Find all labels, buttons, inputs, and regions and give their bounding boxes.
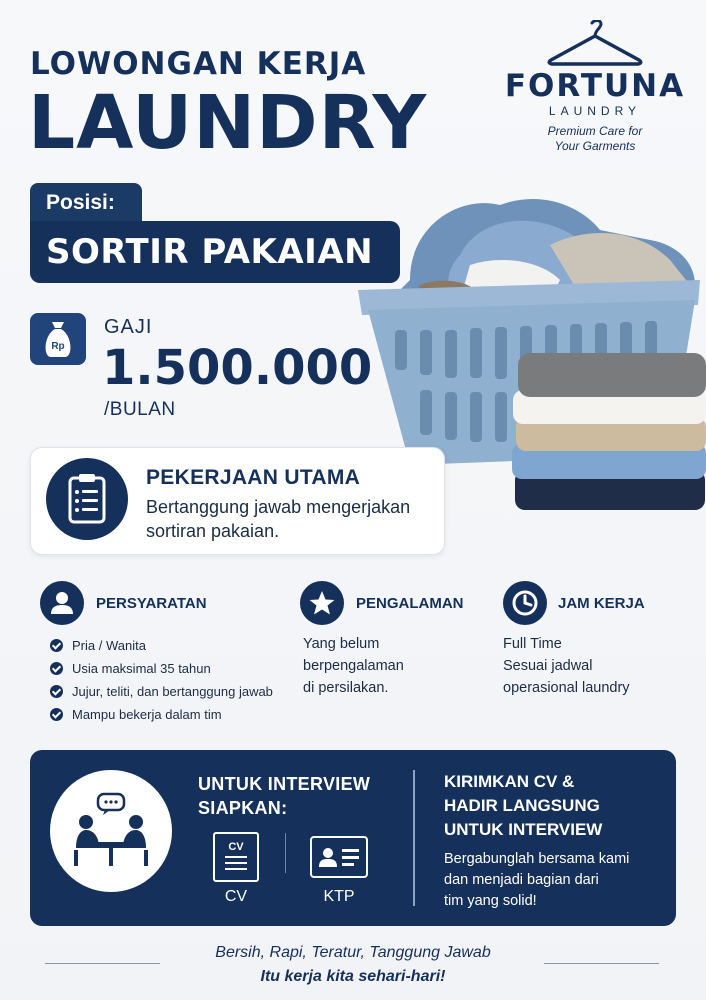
hours-text <box>503 633 630 699</box>
money-bag-label: Rp <box>51 341 65 352</box>
check-icon <box>50 639 63 652</box>
send-cv-title <box>444 770 664 842</box>
poster-subtitle: LOWONGAN KERJA <box>30 46 367 82</box>
clipboard-icon <box>46 458 128 540</box>
interview-title <box>198 772 398 820</box>
cv-icon-label: CV <box>228 841 244 853</box>
brand-subname: LAUNDRY <box>548 104 642 118</box>
hours-title: JAM KERJA <box>558 595 645 612</box>
banner-divider <box>413 770 415 906</box>
footer-line-right <box>544 963 659 964</box>
interview-title-line-2: SIAPKAN: <box>198 798 288 818</box>
meeting-icon <box>50 770 172 892</box>
document-divider <box>285 833 286 873</box>
requirement-text: Mampu bekerja dalam tim <box>72 707 222 722</box>
send-cv-description <box>444 849 664 912</box>
hours-line: operasional laundry <box>503 680 630 696</box>
brand-tagline <box>500 124 690 154</box>
poster-title: LAUNDRY <box>28 80 428 166</box>
requirement-text: Jujur, teliti, dan bertanggung jawab <box>72 684 273 699</box>
experience-line: berpengalaman <box>303 658 404 674</box>
requirements-title: PERSYARATAN <box>96 595 207 612</box>
list-item <box>50 657 273 680</box>
experience-title: PENGALAMAN <box>356 595 464 612</box>
list-item <box>50 634 273 657</box>
brand-logo <box>500 20 690 160</box>
experience-text <box>303 633 404 699</box>
footer-line-left <box>45 963 160 964</box>
send-title-line-1: KIRIMKAN CV & <box>444 772 575 791</box>
hours-line: Sesuai jadwal <box>503 658 593 674</box>
position-value: SORTIR PAKAIAN <box>30 221 400 283</box>
requirements-list <box>50 634 273 726</box>
star-icon <box>300 581 344 625</box>
interview-title-line-1: UNTUK INTERVIEW <box>198 774 371 794</box>
brand-tagline-line-2: Your Garments <box>554 139 636 153</box>
cv-label: CV <box>224 888 248 905</box>
list-item <box>50 680 273 703</box>
requirement-text: Pria / Wanita <box>72 638 146 653</box>
experience-line: Yang belum <box>303 636 380 652</box>
brand-name: FORTUNA <box>504 68 686 104</box>
cv-document-icon <box>213 832 259 882</box>
check-icon <box>50 685 63 698</box>
list-item <box>50 703 273 726</box>
money-bag-icon <box>30 313 86 365</box>
footer-tagline: Itu kerja kita sehari-hari! <box>260 968 446 985</box>
hanger-icon <box>545 20 645 70</box>
person-icon <box>40 581 84 625</box>
experience-line: di persilakan. <box>303 680 389 696</box>
id-card-icon <box>310 836 368 878</box>
salary-unit: /BULAN <box>104 399 176 420</box>
main-duty-description: Bertanggung jawab mengerjakan sortiran pakaian. <box>146 497 411 541</box>
requirement-text: Usia maksimal 35 tahun <box>72 661 211 676</box>
hours-line: Full Time <box>503 636 562 652</box>
brand-tagline-line-1: Premium Care for <box>547 124 643 138</box>
check-icon <box>50 708 63 721</box>
send-desc-line-2: dan menjadi bagian dari <box>444 872 599 888</box>
footer-slogan: Bersih, Rapi, Teratur, Tanggung Jawab <box>215 944 491 961</box>
ktp-label: KTP <box>323 888 355 905</box>
clock-icon <box>503 581 547 625</box>
salary-amount: 1.500.000 <box>102 340 373 396</box>
check-icon <box>50 662 63 675</box>
send-desc-line-3: tim yang solid! <box>444 893 537 909</box>
main-duty-title: PEKERJAAN UTAMA <box>146 466 361 489</box>
position-label: Posisi: <box>30 183 142 225</box>
send-desc-line-1: Bergabunglah bersama kami <box>444 851 630 867</box>
send-title-line-2: HADIR LANGSUNG <box>444 796 600 815</box>
send-title-line-3: UNTUK INTERVIEW <box>444 820 603 839</box>
salary-label: GAJI <box>104 316 153 338</box>
